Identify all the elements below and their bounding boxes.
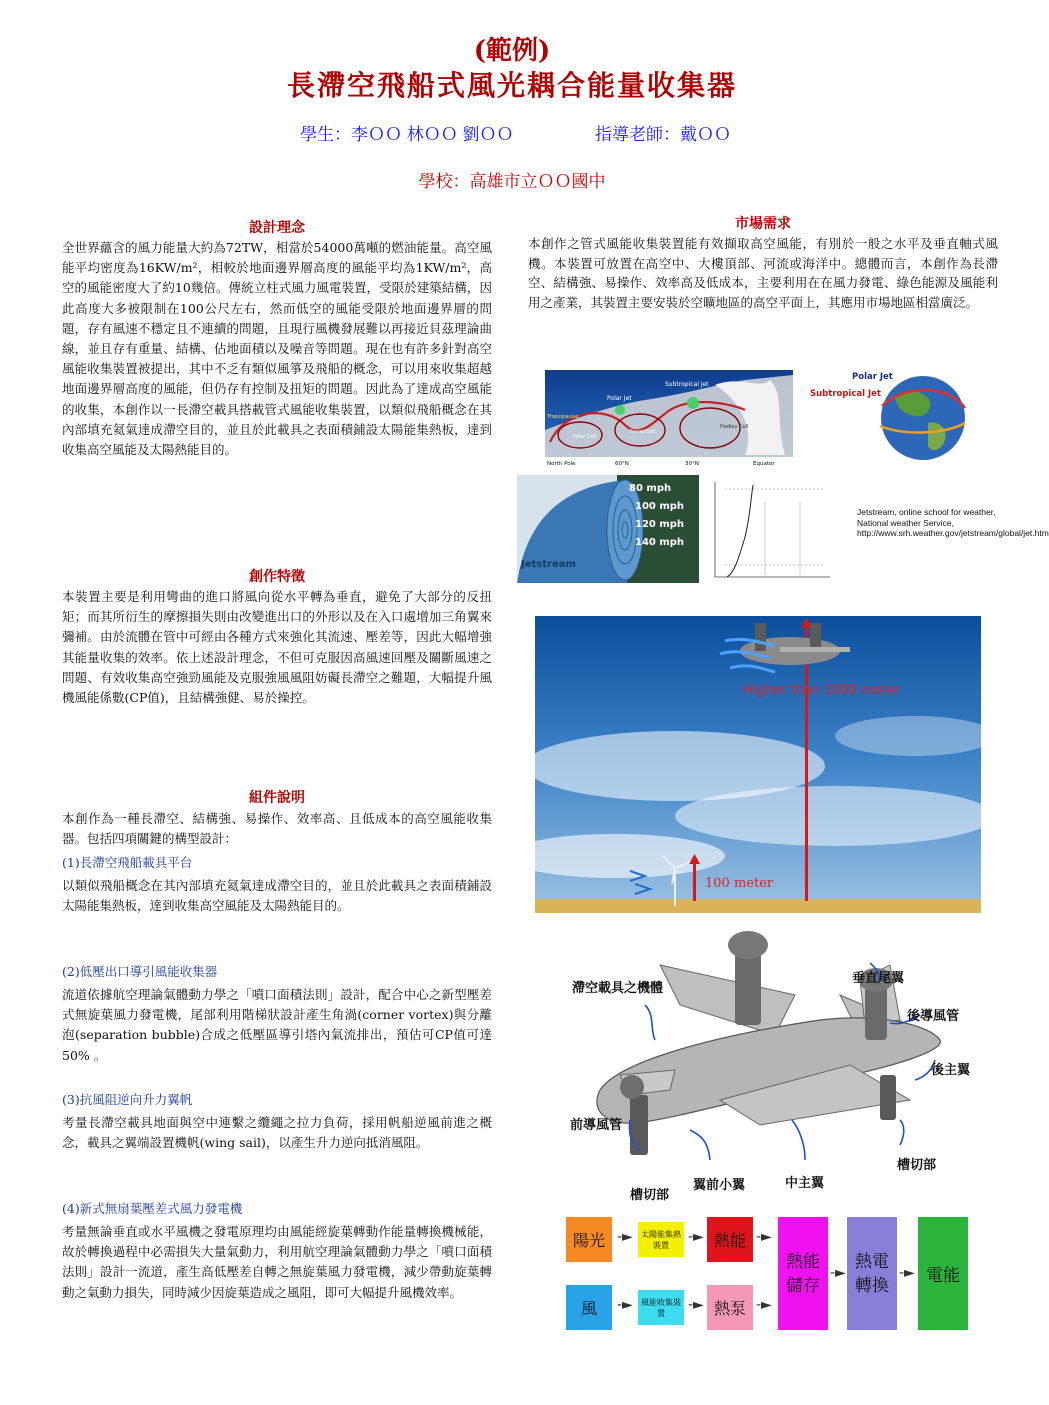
jetstream-speed-figure <box>517 475 699 583</box>
flow-arrow-icon: ‐► <box>899 1265 915 1281</box>
flow-conversion-box: 熱電轉換 <box>847 1217 897 1330</box>
flow-arrow-icon: ‐► <box>617 1229 633 1245</box>
flow-heat-box: 熱能 <box>707 1217 753 1262</box>
polar-jet-label: Polar Jet <box>607 395 632 402</box>
design-heading: 設計理念 <box>249 220 305 236</box>
component-1-body: 以類似飛船概念在其內部填充氦氣達成滯空目的，並且於此載具之表面積鋪設太陽能集熱板，達到收集高空風能及太陽熱能目的。 <box>62 878 492 914</box>
flow-arrow-icon: ‐► <box>756 1297 772 1313</box>
component-2-body: 流道依據航空理論氣體動力學之「噴口面積法則」設計，配合中心之新型壓差式無旋葉風力發電機，尾部利用階梯狀設計產生角渦(corner vortex)與分離泡(separation bubble)合成之低壓區導引塔內氣流排出，預估可CP值可達50% 。 <box>62 987 492 1063</box>
globe-polar-jet-label: Polar Jet <box>852 372 893 382</box>
market-body: 本創作之管式風能收集裝置能有效擷取高空風能，有別於一般之水平及垂直軸式風機。本裝置可放置在高空中、大樓頂部、河流或海洋中。總體而言，本創作為長滯空、結構強、易操作、效率高及低成本，主要利用在在風力發電、綠色能源及風能利用之產業，其裝置主要安裝於空曠地區的高空平面上，其應用市場地區相當廣泛。 <box>528 236 998 310</box>
feature-body: 本裝置主要是利用彎曲的進口將風向從水平轉為垂直，避免了大部分的反扭矩；而其所衍生的摩擦損失則由改變進出口的外形以及在入口處增加三角翼來彌補。由於流體在管中可經由各種方式來強化其流速、壓差等，因此大幅增強其能量收集的效率。依上述設計理念，不但可克服因高風速回壓及關斷風速之問題、有效收集高空強勁風能及克服強風風阻妨礙長滯空之難題，大幅提升風機風能係數(CP值)，且結構強健、易於操控。 <box>62 589 492 706</box>
flow-arrow-icon: ‐► <box>617 1297 633 1313</box>
globe-subtropical-jet-label: Subtropical Jet <box>810 389 881 399</box>
tropopause-label: Tropopause <box>547 414 579 420</box>
speed-80-label: 80 mph <box>629 483 672 494</box>
poster-tag: (範例) <box>473 36 551 66</box>
market-heading: 市場需求 <box>735 216 791 232</box>
vertical-fin-label: 垂直尾翼 <box>852 971 905 986</box>
speed-100-label: 100 mph <box>635 501 685 512</box>
subtropical-jet-label: Subtropical jet <box>665 381 709 388</box>
jetstream-source-caption: Jetstream, online school for weather, National weather Service, http://www.srh.weather.gov/jetstream/global/jet.htm <box>857 507 1049 538</box>
flow-heat-pump-box: 熱泵 <box>707 1285 753 1330</box>
sky-height-figure <box>535 616 981 913</box>
speed-120-label: 120 mph <box>635 519 685 530</box>
ferrel-cell-label: Ferrel Cell <box>630 429 655 435</box>
jetstream-cross-section <box>545 370 793 467</box>
airship-body-label: 滯空載具之機體 <box>572 981 664 996</box>
flow-wind-collector-box: 風能收集裝置 <box>638 1290 684 1325</box>
design-body: 全世界蘊含的風力能量大約為72TW，相當於54000萬噸的燃油能量。高空風能平均密度為16KW/m²，相較於地面邊界層高度的風能平均為1KW/m²，高空的風能密度大了約10幾倍。傳統立柱式風力風電裝置，受限於建築結構，因此高度大多被限制在100公尺左右，然而低空的風能受限於地面邊界層的問題，存有風速不穩定且不連續的問題，且現行風機發展難以再接近貝茲理論曲線，並且存有重量、結構、佔地面積以及噪音等問題。現在也有許多針對高空風能收集裝置被提出，其中不乏有類似風箏及飛船的概念，可以用來收集超越地面邊界層高度的風能，但仍存有控制及扭矩的問題。因此為了達成高空風能的收集，本創作以一長滯空載具搭載管式風能收集裝置，以類似飛船概念在其內部填充氦氣達成滯空目的，並且於此載具之表面積鋪設太陽能集熱板，達到收集高空風能及太陽熱能目的。 <box>62 240 492 458</box>
component-3-body: 考量長滯空載具地面與空中連繫之纜繩之拉力負荷，採用帆船逆風前進之概念，載具之翼端設置機帆(wing sail)，以產生升力逆向抵消風阻。 <box>62 1115 492 1151</box>
flow-solar-collector-box: 太陽能集熱裝置 <box>638 1222 684 1257</box>
flow-arrow-icon: ‐► <box>688 1297 704 1313</box>
components-heading: 組件說明 <box>249 790 305 806</box>
slot-right-label: 槽切部 <box>897 1158 937 1173</box>
component-4-title: (4)新式無扇葉壓差式風力發電機 <box>62 1201 243 1216</box>
advisor-line: 指導老師：戴ＯＯ <box>595 125 731 144</box>
speed-140-label: 140 mph <box>635 537 685 548</box>
lat30-label: 30°N <box>685 461 699 467</box>
poster-title: 長滯空飛船式風光耦合能量收集器 <box>286 69 737 102</box>
main-wing-label: 中主翼 <box>785 1176 825 1191</box>
canard-label: 翼前小翼 <box>693 1178 746 1193</box>
component-2-title: (2)低壓出口導引風能收集器 <box>62 964 218 979</box>
jetstream-tube-label: Jetstream <box>521 559 576 570</box>
school-line: 學校：高雄市立ＯＯ國中 <box>418 172 606 191</box>
flow-storage-box: 熱能儲存 <box>778 1217 828 1330</box>
flow-sun-box: 陽光 <box>566 1217 612 1262</box>
flow-wind-box: 風 <box>566 1285 612 1330</box>
north-pole-label: North Pole <box>547 461 576 467</box>
low-altitude-label: 100 meter <box>705 876 774 891</box>
component-4-body: 考量無論垂直或水平風機之發電原理均由風能經旋葉轉動作能量轉換機械能，故於轉換過程中必需損失大量氣動力，利用航空理論氣體動力學之「噴口面積法則」設計一流道，產生高低壓差自轉之無旋葉風力發電機，減少帶動旋葉轉動之氣動力損失，同時減少因旋葉造成之風阻，即可大幅提升風機效率。 <box>62 1224 492 1300</box>
front-duct-label: 前導風管 <box>570 1118 623 1133</box>
flow-electric-box: 電能 <box>918 1217 968 1330</box>
polar-cell-label: Polar Cell <box>573 434 597 440</box>
flow-arrow-icon: ‐► <box>756 1229 772 1245</box>
slot-left-label: 槽切部 <box>630 1188 670 1203</box>
flow-arrow-icon: ‐► <box>688 1229 704 1245</box>
hadley-cell-label: Hadley Cell <box>720 424 749 430</box>
high-altitude-label: Higher than 1000 meter <box>743 683 901 698</box>
equator-label: Equator <box>753 461 775 467</box>
rear-duct-label: 後導風管 <box>907 1009 960 1024</box>
component-1-title: (1)長滯空飛船載具平台 <box>62 855 193 870</box>
flow-arrow-icon: ‐► <box>830 1265 846 1281</box>
wind-profile-graph <box>705 477 835 582</box>
component-3-title: (3)抗風阻逆向升力翼帆 <box>62 1092 193 1107</box>
jetstream-globe <box>810 368 980 463</box>
lat60-label: 60°N <box>615 461 629 467</box>
students-line: 學生：李ＯＯ 林ＯＯ 劉ＯＯ <box>300 125 514 144</box>
feature-heading: 創作特徵 <box>249 569 305 585</box>
components-intro: 本創作為一種長滯空、結構強、易操作、效率高、且低成本的高空風能收集器。包括四項關鍵的構型設計： <box>62 811 492 847</box>
rear-wing-label: 後主翼 <box>931 1063 971 1078</box>
